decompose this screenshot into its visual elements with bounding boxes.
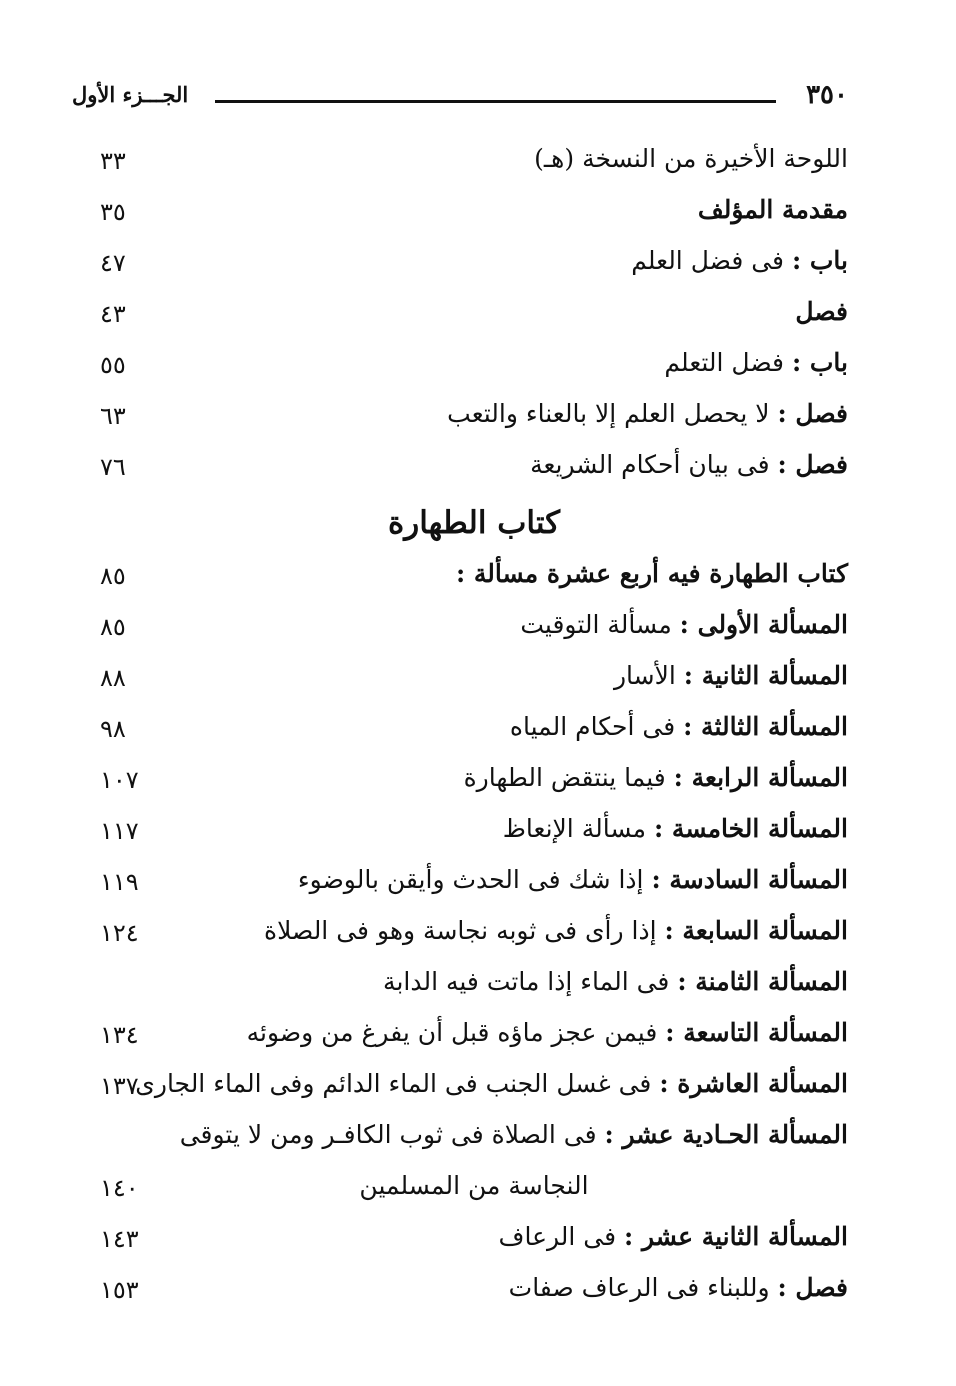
- toc-entry-text: فى الماء إذا ماتت فيه الدابة: [383, 967, 678, 996]
- toc-entry: [614, 657, 848, 695]
- page-number: ٣٥٠: [806, 80, 848, 110]
- toc-entry-text: إذا شك فى الحدث وأيقن بالوضوء: [297, 865, 652, 894]
- toc-entry-text: فى غسل الجنب فى الماء الدائم وفى الماء الجارى: [135, 1069, 660, 1098]
- toc-entry-lead: المسألة الثالثة :: [683, 712, 848, 741]
- header-rule: [215, 100, 776, 103]
- toc-row: [100, 293, 848, 344]
- toc-entry: [631, 242, 848, 280]
- toc-entry: [447, 395, 848, 433]
- toc-entry-text: فيمن عجز ماؤه قبل أن يفرغ من وضوئه: [246, 1018, 666, 1047]
- toc-entry: [530, 446, 848, 484]
- toc-row: [100, 1167, 848, 1218]
- toc-row: [100, 810, 848, 861]
- toc-entry-lead: المسألة السادسة :: [651, 865, 848, 894]
- toc-entry: [499, 1218, 848, 1256]
- toc-entry-text: مسألة الإنعاظ: [502, 814, 654, 843]
- toc-entry-lead: المسألة الثانية :: [683, 661, 848, 690]
- toc-page-number: ٦٣: [100, 402, 126, 430]
- toc-entry: [503, 810, 848, 848]
- section-title: كتاب الطهارة: [388, 505, 560, 541]
- toc-entry: [664, 344, 848, 382]
- toc-row: [100, 963, 848, 1014]
- toc-row: [100, 1065, 848, 1116]
- toc-row: [100, 1014, 848, 1065]
- toc-entry-text: فى فضل العلم: [631, 246, 792, 275]
- toc-entry: [510, 708, 848, 746]
- toc-page-number: ١٤٣: [100, 1225, 139, 1253]
- toc-row: [100, 861, 848, 912]
- toc-entry-lead: فصل :: [777, 399, 848, 428]
- toc-page-number: ٨٥: [100, 562, 126, 590]
- toc-row: [100, 395, 848, 446]
- toc-entry: [534, 140, 848, 178]
- toc-row: [100, 1218, 848, 1269]
- toc-entry: [509, 1269, 848, 1307]
- toc-page-number: ٨٥: [100, 613, 126, 641]
- toc-page-number: ١١٩: [100, 868, 139, 896]
- toc-entry: [383, 963, 848, 1001]
- toc-entry-lead: المسألة العاشرة :: [659, 1069, 848, 1098]
- toc-entry-text: فى الرعاف: [498, 1222, 625, 1251]
- toc-entry: [464, 759, 848, 797]
- toc-entry-lead: فصل: [795, 297, 848, 326]
- toc-page-number: ٨٨: [100, 664, 126, 692]
- toc-entry-text: الأسار: [613, 661, 684, 690]
- toc-entry-lead: مقدمة المؤلف: [697, 195, 848, 224]
- toc-entry-text: مسألة التوقيت: [520, 610, 680, 639]
- toc-entry-lead: فصل :: [777, 1273, 848, 1302]
- page-header: [60, 78, 848, 114]
- toc-row: [100, 140, 848, 191]
- toc-entry-lead: المسألة التاسعة :: [665, 1018, 848, 1047]
- toc-row: [100, 1269, 848, 1320]
- toc-page-number: ٥٥: [100, 351, 126, 379]
- toc-entry: [247, 1014, 848, 1052]
- toc-page-number: ١١٧: [100, 817, 139, 845]
- toc-row: [100, 242, 848, 293]
- toc-entry-lead: المسألة السابعة :: [664, 916, 848, 945]
- toc-entry-lead: باب :: [791, 246, 848, 275]
- toc-page-number: ٤٧: [100, 249, 126, 277]
- toc-entry-lead: المسألة الثانية عشر :: [624, 1222, 848, 1251]
- toc-page-number: ١٠٧: [100, 766, 139, 794]
- toc-entry-lead: باب :: [791, 348, 848, 377]
- toc-row: [100, 606, 848, 657]
- toc-entry: [180, 1116, 848, 1154]
- toc-row: [100, 1116, 848, 1167]
- toc-entry-text: لا يحصل العلم إلا بالعناء والتعب: [447, 399, 778, 428]
- toc-entry: [100, 1167, 848, 1205]
- toc-page-number: ١٥٣: [100, 1276, 139, 1304]
- toc-entry: [264, 912, 848, 950]
- toc-page-number: ٩٨: [100, 715, 126, 743]
- toc-entry-lead: المسألة الحـادية عشر :: [604, 1120, 848, 1149]
- toc-row: [100, 912, 848, 963]
- toc-entry-text: فى الصلاة فى ثوب الكافـر ومن لا يتوقى: [179, 1120, 605, 1149]
- toc-entry: [520, 606, 848, 644]
- toc-page-number: ١٣٤: [100, 1021, 139, 1049]
- toc-entry-text: النجاسة من المسلمين: [359, 1171, 589, 1200]
- toc-entry-lead: المسألة الثامنة :: [677, 967, 848, 996]
- section-heading: [100, 497, 848, 555]
- toc-entry-text: إذا رأى فى ثوبه نجاسة وهو فى الصلاة: [264, 916, 665, 945]
- toc-entry-text: وللبناء فى الرعاف صفات: [508, 1273, 778, 1302]
- toc-page-number: ٤٣: [100, 300, 126, 328]
- toc-entry: [795, 293, 848, 331]
- toc-entry-lead: فصل :: [777, 450, 848, 479]
- toc-entry: [456, 555, 848, 593]
- toc-page-number: ٧٦: [100, 453, 126, 481]
- toc-entry: [698, 191, 848, 229]
- toc-entry-text: فيما ينتقض الطهارة: [463, 763, 674, 792]
- toc-entry-text: اللوحة الأخيرة من النسخة (هـ): [534, 144, 848, 173]
- toc-row: [100, 191, 848, 242]
- toc-entry-lead: المسألة الرابعة :: [673, 763, 848, 792]
- toc-entry-text: فى بيان أحكام الشريعة: [530, 450, 778, 479]
- toc-row: [100, 555, 848, 606]
- toc-row: [100, 446, 848, 497]
- toc-entry-lead: المسألة الخامسة :: [653, 814, 848, 843]
- toc-entry: [135, 1065, 848, 1103]
- toc-entry-text: فى أحكام المياه: [509, 712, 684, 741]
- toc-row: [100, 708, 848, 759]
- volume-title: الجـــزء الأول: [72, 82, 189, 107]
- toc-row: [100, 759, 848, 810]
- toc-entry-lead: كتاب الطهارة فيه أربع عشرة مسألة :: [455, 559, 848, 588]
- table-of-contents: [100, 140, 848, 1320]
- toc-page-number: ١٤٠: [100, 1174, 139, 1202]
- toc-page-number: ٣٣: [100, 147, 126, 175]
- toc-entry-text: فضل التعلم: [664, 348, 792, 377]
- toc-entry-lead: المسألة الأولى :: [679, 610, 848, 639]
- toc-page-number: ٣٥: [100, 198, 126, 226]
- toc-page-number: ١٣٧: [100, 1072, 139, 1100]
- toc-page-number: ١٢٤: [100, 919, 139, 947]
- toc-row: [100, 344, 848, 395]
- toc-entry: [298, 861, 848, 899]
- toc-row: [100, 657, 848, 708]
